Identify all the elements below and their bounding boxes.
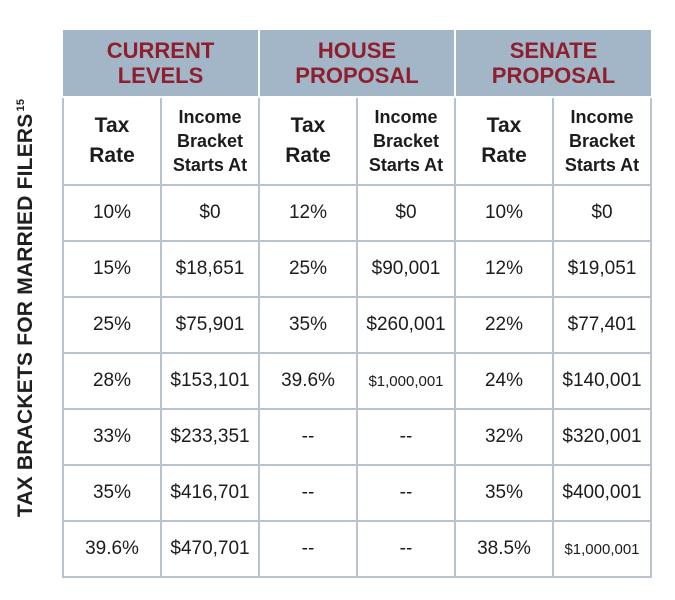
- table-cell: 39.6%: [259, 353, 357, 409]
- table-cell: --: [259, 409, 357, 465]
- group-header-house-line1: HOUSE: [317, 38, 397, 63]
- table-cell: $75,901: [161, 297, 259, 353]
- subheader-rate-line2: Rate: [481, 144, 527, 167]
- table-cell: 33%: [63, 409, 161, 465]
- table-cell: 15%: [63, 241, 161, 297]
- table-cell: 25%: [63, 297, 161, 353]
- table-cell: --: [357, 521, 455, 577]
- subheader-start-line3: Starts At: [172, 155, 248, 175]
- subheader-rate-line2: Rate: [89, 144, 135, 167]
- table-cell: $233,351: [161, 409, 259, 465]
- table-row: [63, 465, 651, 521]
- table-cell: 25%: [259, 241, 357, 297]
- table-cell: $320,001: [553, 409, 651, 465]
- table-cell: $470,701: [161, 521, 259, 577]
- table-cell: 35%: [259, 297, 357, 353]
- subheader-rate-line1: Tax: [486, 114, 522, 137]
- table-cell: $1,000,001: [357, 353, 455, 409]
- subheader-rate-line1: Tax: [290, 114, 326, 137]
- group-header-senate: [455, 30, 651, 97]
- table-cell: --: [357, 465, 455, 521]
- table-row: [63, 241, 651, 297]
- table-cell: $90,001: [357, 241, 455, 297]
- table-cell: 28%: [63, 353, 161, 409]
- table-row: [63, 521, 651, 577]
- table-cell: $140,001: [553, 353, 651, 409]
- table-cell: $260,001: [357, 297, 455, 353]
- subheader-start-line2: Bracket: [372, 131, 440, 151]
- subheader-rate-line2: Rate: [285, 144, 331, 167]
- table-cell: 10%: [455, 185, 553, 241]
- group-header-row: [63, 30, 651, 97]
- table-cell: --: [259, 521, 357, 577]
- table-cell: $400,001: [553, 465, 651, 521]
- table-cell: 22%: [455, 297, 553, 353]
- table-cell: $1,000,001: [553, 521, 651, 577]
- table-cell: $0: [553, 185, 651, 241]
- table-row: [63, 353, 651, 409]
- table-row: [63, 297, 651, 353]
- subheader-start-line3: Starts At: [368, 155, 444, 175]
- table-cell: $0: [161, 185, 259, 241]
- side-title-text: [14, 98, 38, 516]
- table-cell: 24%: [455, 353, 553, 409]
- subheader-start-1: [357, 97, 455, 185]
- table-cell: 32%: [455, 409, 553, 465]
- subheader-rate-2: [455, 97, 553, 185]
- subheader-start-0: [161, 97, 259, 185]
- side-title: [9, 35, 43, 580]
- group-header-senate-line1: SENATE: [509, 38, 598, 63]
- subheader-rate-1: [259, 97, 357, 185]
- table-cell: $19,051: [553, 241, 651, 297]
- table-cell: --: [259, 465, 357, 521]
- table-row: [63, 409, 651, 465]
- subheader-start-2: [553, 97, 651, 185]
- subheader-start-line1: Income: [570, 107, 634, 127]
- table-cell: $0: [357, 185, 455, 241]
- subheader-start-line1: Income: [178, 107, 242, 127]
- table-body: [63, 185, 651, 577]
- group-header-senate-line2: PROPOSAL: [491, 63, 616, 88]
- table-cell: 39.6%: [63, 521, 161, 577]
- subheader-start-line2: Bracket: [176, 131, 244, 151]
- subheader-rate-0: [63, 97, 161, 185]
- tax-brackets-table: [62, 30, 652, 578]
- group-header-current: [63, 30, 259, 97]
- table-cell: 38.5%: [455, 521, 553, 577]
- table-cell: $153,101: [161, 353, 259, 409]
- table-cell: $18,651: [161, 241, 259, 297]
- subheader-rate-line1: Tax: [94, 114, 130, 137]
- table-cell: 12%: [259, 185, 357, 241]
- table-cell: 35%: [455, 465, 553, 521]
- side-title-label: TAX BRACKETS FOR MARRIED FILERS: [14, 112, 38, 517]
- table-cell: 12%: [455, 241, 553, 297]
- subheader-start-line3: Starts At: [564, 155, 640, 175]
- group-header-current-line1: CURRENT: [106, 38, 215, 63]
- subheader-row: [63, 97, 651, 185]
- table-cell: 10%: [63, 185, 161, 241]
- table-row: [63, 185, 651, 241]
- subheader-start-line2: Bracket: [568, 131, 636, 151]
- table-cell: 35%: [63, 465, 161, 521]
- group-header-current-line2: LEVELS: [117, 63, 204, 88]
- group-header-house-line2: PROPOSAL: [295, 63, 419, 88]
- table-cell: $77,401: [553, 297, 651, 353]
- footnote-marker: 15: [15, 98, 28, 111]
- table-cell: $416,701: [161, 465, 259, 521]
- table-cell: --: [357, 409, 455, 465]
- subheader-start-line1: Income: [374, 107, 438, 127]
- group-header-house: [259, 30, 455, 97]
